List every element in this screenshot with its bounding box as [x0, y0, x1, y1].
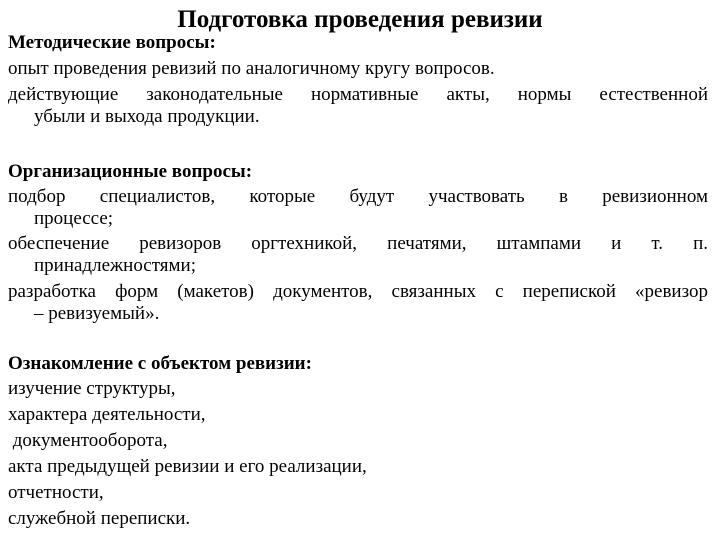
- list-item: акта предыдущей ревизии и его реализации,: [8, 456, 367, 477]
- list-item: документооборота,: [8, 430, 168, 451]
- section-heading-object: Ознакомление с объектом ревизии:: [8, 353, 312, 374]
- list-item: разработка форм (макетов) документов, связанных с перепиской «ревизор: [8, 281, 708, 302]
- list-item: действующие законодательные нормативные акты, нормы естественной: [8, 84, 708, 105]
- list-item: изучение структуры,: [8, 378, 176, 399]
- section-heading-methodical: Методические вопросы:: [8, 32, 216, 53]
- list-item-continuation: убыли и выхода продукции.: [34, 106, 260, 127]
- list-item: отчетности,: [8, 482, 104, 503]
- list-item-continuation: принадлежностями;: [34, 255, 196, 276]
- page-title: Подготовка проведения ревизии: [177, 6, 543, 33]
- list-item: подбор специалистов, которые будут участвовать в ревизионном: [8, 186, 708, 207]
- list-item-continuation: – ревизуемый».: [34, 303, 160, 324]
- list-item-continuation: процессе;: [34, 208, 114, 229]
- list-item: опыт проведения ревизий по аналогичному кругу вопросов.: [8, 58, 495, 79]
- list-item: обеспечение ревизоров оргтехникой, печатями, штампами и т. п.: [8, 233, 708, 254]
- list-item: служебной переписки.: [8, 508, 191, 529]
- list-item: характера деятельности,: [8, 404, 206, 425]
- section-heading-organizational: Организационные вопросы:: [8, 161, 253, 182]
